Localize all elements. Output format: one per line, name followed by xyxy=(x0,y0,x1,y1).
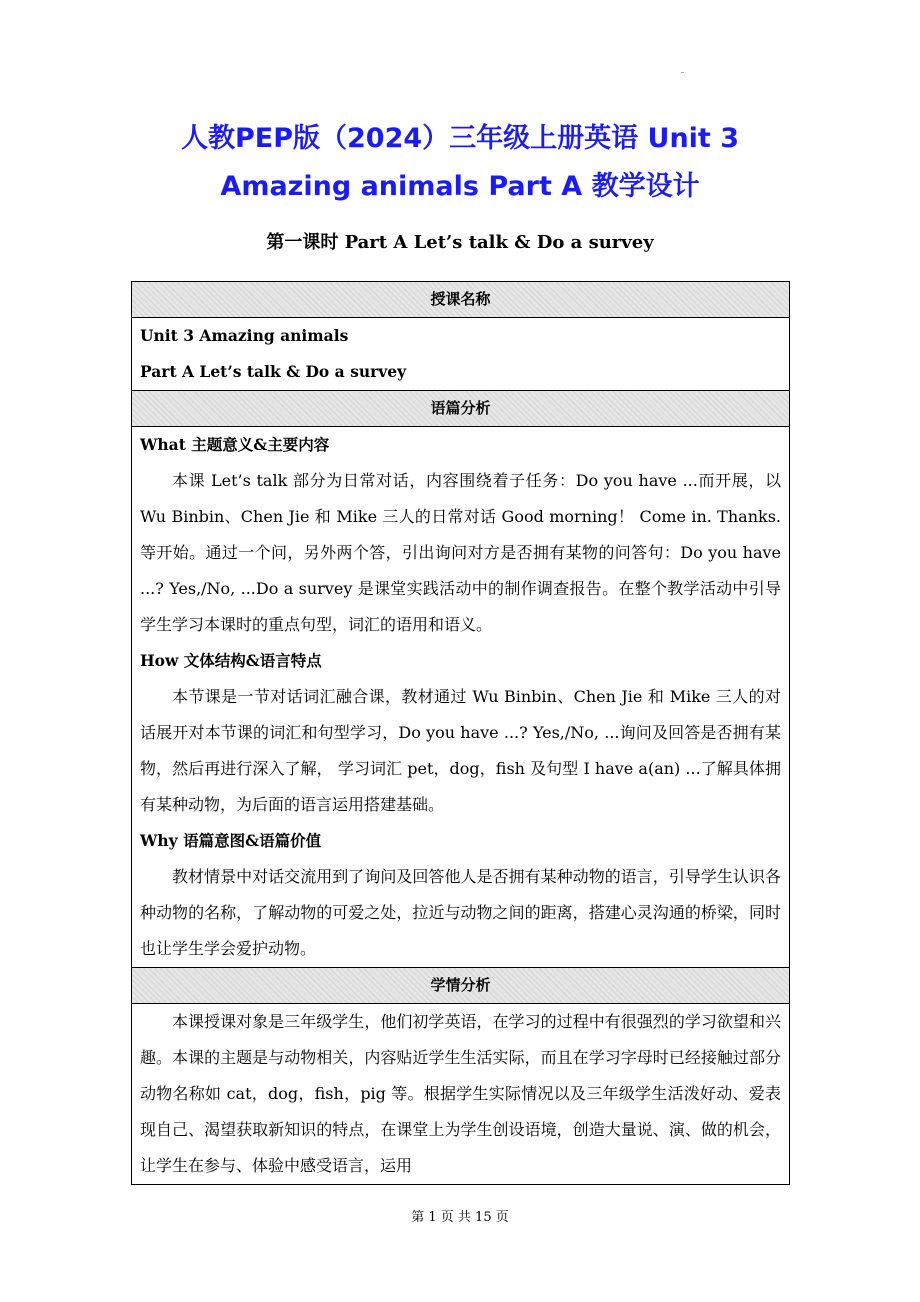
how-heading: How 文体结构&语言特点 xyxy=(140,651,322,670)
document-title-line-1: 人教PEP版（2024）三年级上册英语 Unit 3 xyxy=(180,123,740,154)
course-name-cell xyxy=(132,318,790,391)
page-mark xyxy=(681,72,684,73)
text-analysis-cell xyxy=(132,427,790,968)
course-part-line: Part A Let’s talk & Do a survey xyxy=(140,362,407,381)
text-analysis-header: 语篇分析 xyxy=(132,391,790,427)
lesson-plan-table xyxy=(131,281,790,1185)
course-unit-line: Unit 3 Amazing animals xyxy=(140,326,349,345)
how-paragraph: 本节课是一节对话词汇融合课，教材通过 Wu Binbin、Chen Jie 和 Mike 三人的对话展开对本节课的词汇和句型学习，Do you have ...? Yes,/No, ...询问及回答是否拥有某物，然后再进行深入了解， 学习词汇 pet，dog，fish 及句型 I have a(an) ...了解具体拥有某种动物，为后面的语言运用搭建基础。 xyxy=(140,687,781,814)
learner-analysis-paragraph: 本课授课对象是三年级学生，他们初学英语，在学习的过程中有很强烈的学习欲望和兴趣。本课的主题是与动物相关，内容贴近学生生活实际，而且在学习字母时已经接触过部分动物名称如 cat，dog，fish，pig 等。根据学生实际情况以及三年级学生活泼好动、爱表现自己、渴望获取新知识的特点，在课堂上为学生创设语境，创造大量说、演、做的机会，让学生在参与、体验中感受语言，运用 xyxy=(140,1012,781,1175)
document-title-line-2: Amazing animals Part A 教学设计 xyxy=(220,171,700,202)
why-paragraph: 教材情景中对话交流用到了询问及回答他人是否拥有某种动物的语言，引导学生认识各种动物的名称，了解动物的可爱之处，拉近与动物之间的距离，搭建心灵沟通的桥梁，同时也让学生学会爱护动物。 xyxy=(140,867,781,958)
course-name-header: 授课名称 xyxy=(132,282,790,318)
page-footer: 第 1 页 共 15 页 xyxy=(411,1210,509,1225)
lesson-subtitle: 第一课时 Part A Let’s talk & Do a survey xyxy=(266,232,654,253)
what-paragraph: 本课 Let’s talk 部分为日常对话，内容围绕着子任务：Do you have ...而开展，以 Wu Binbin、Chen Jie 和 Mike 三人的日常对话 Good morning！ Come in. Thanks.等开始。通过一个问，另外两个答，引出询问对方是否拥有某物的问答句：Do you have ...? Yes,/No, ...Do a survey 是课堂实践活动中的制作调查报告。在整个教学活动中引导学生学习本课时的重点句型，词汇的语用和语义。 xyxy=(140,471,781,634)
learner-analysis-cell xyxy=(132,1004,790,1185)
learner-analysis-header: 学情分析 xyxy=(132,968,790,1004)
what-heading: What 主题意义&主要内容 xyxy=(140,435,330,454)
why-heading: Why 语篇意图&语篇价值 xyxy=(140,831,322,850)
